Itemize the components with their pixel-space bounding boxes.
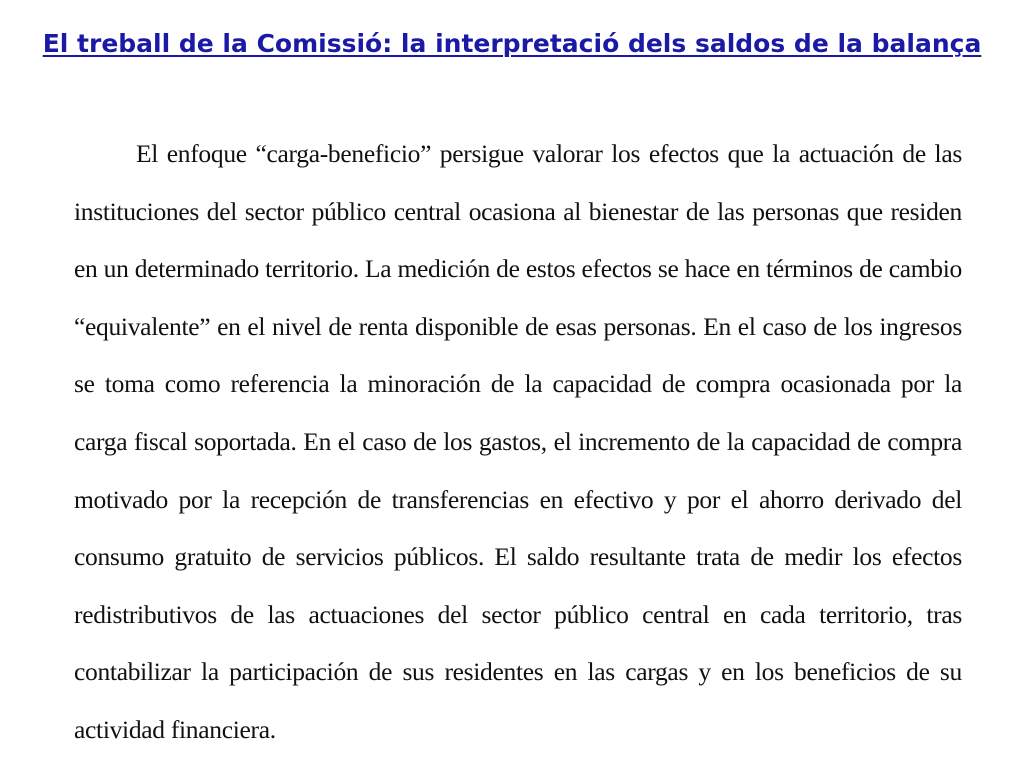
slide-title: El treball de la Comissió: la interpretació dels saldos de la balança (42, 29, 982, 58)
scanned-paragraph: El enfoque “carga-beneficio” persigue valorar los efectos que la actuación de las instituciones del sector público central ocasiona al bienestar de las personas que residen en un determinado territorio. La medición de estos efectos se hace en términos de cambio “equivalente” en el nivel de renta disponible de esas personas. En el caso de los ingresos se toma como referencia la minoración de la capacidad de compra ocasionada por la carga fiscal soportada. En el caso de los gastos, el incremento de la capacidad de compra motivado por la recepción de transferencias en efectivo y por el ahorro derivado del consumo gratuito de servicios públicos. El saldo resultante trata de medir los efectos redistributivos de las actuaciones del sector público central en cada territorio, tras contabilizar la participación de sus residentes en las cargas y en los beneficios de su actividad financiera. (74, 139, 962, 744)
